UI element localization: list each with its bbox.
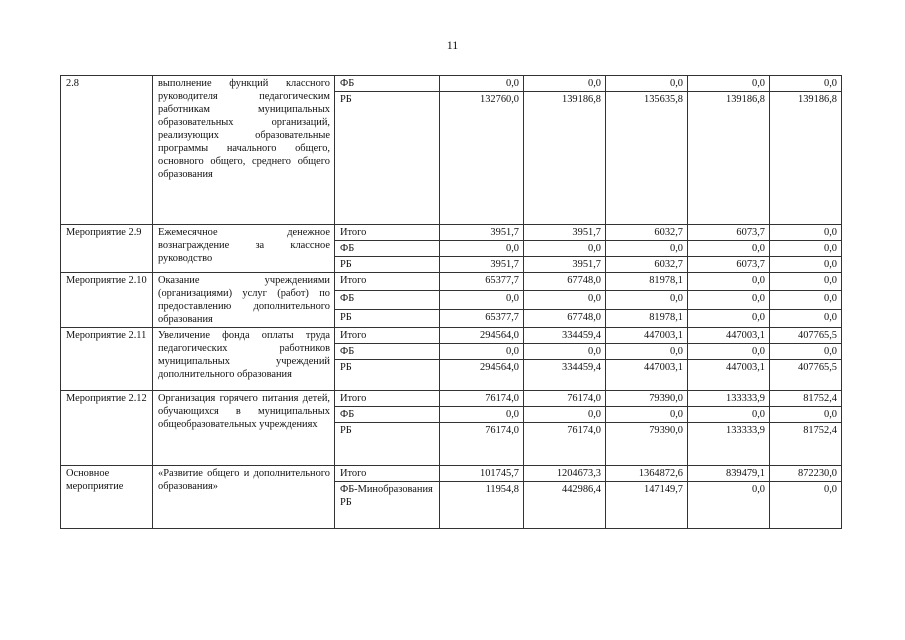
- amount-cell: 76174,0: [524, 423, 606, 466]
- amount-cell: 447003,1: [688, 360, 770, 391]
- amount-cell: 6073,7: [688, 257, 770, 273]
- amount-cell: 65377,7: [440, 273, 524, 291]
- amount-cell: 0,0: [688, 76, 770, 92]
- table-row: [61, 76, 842, 92]
- amount-cell: 81978,1: [606, 273, 688, 291]
- amount-cell: 0,0: [770, 291, 842, 309]
- table-row: [61, 273, 842, 291]
- amount-cell: 0,0: [606, 291, 688, 309]
- amount-cell: 334459,4: [524, 328, 606, 344]
- amount-cell: 3951,7: [440, 225, 524, 241]
- amount-cell: 0,0: [688, 344, 770, 360]
- amount-cell: 133333,9: [688, 391, 770, 407]
- amount-cell: 0,0: [524, 344, 606, 360]
- amount-cell: 0,0: [688, 241, 770, 257]
- activity-code: Мероприятие 2.9: [61, 225, 153, 273]
- amount-cell: 0,0: [524, 291, 606, 309]
- amount-cell: 872230,0: [770, 466, 842, 482]
- amount-cell: 0,0: [770, 482, 842, 529]
- funding-source: Итого: [335, 273, 440, 291]
- amount-cell: 839479,1: [688, 466, 770, 482]
- activity-description: Увеличение фонда оплаты труда педагогических работников муниципальных учреждений дополнительного образования: [153, 328, 335, 391]
- funding-source: ФБ-Минобразования РБ: [335, 482, 440, 529]
- amount-cell: 0,0: [770, 273, 842, 291]
- activity-code: Мероприятие 2.10: [61, 273, 153, 328]
- amount-cell: 0,0: [688, 407, 770, 423]
- amount-cell: 135635,8: [606, 92, 688, 225]
- amount-cell: 76174,0: [440, 391, 524, 407]
- amount-cell: 0,0: [440, 407, 524, 423]
- amount-cell: 65377,7: [440, 309, 524, 327]
- amount-cell: 334459,4: [524, 360, 606, 391]
- amount-cell: 6032,7: [606, 257, 688, 273]
- page-number: 11: [446, 38, 459, 52]
- table-row: [61, 225, 842, 241]
- funding-source: ФБ: [335, 241, 440, 257]
- amount-cell: 0,0: [524, 407, 606, 423]
- activity-code: Основное мероприятие: [61, 466, 153, 529]
- activity-code: Мероприятие 2.12: [61, 391, 153, 466]
- amount-cell: 0,0: [606, 241, 688, 257]
- amount-cell: 81752,4: [770, 423, 842, 466]
- activity-description: Оказание учреждениями (организациями) услуг (работ) по предоставлению дополнительного образования: [153, 273, 335, 328]
- amount-cell: 76174,0: [440, 423, 524, 466]
- funding-source: РБ: [335, 360, 440, 391]
- activity-code: Мероприятие 2.11: [61, 328, 153, 391]
- amount-cell: 3951,7: [440, 257, 524, 273]
- amount-cell: 79390,0: [606, 391, 688, 407]
- budget-table: [60, 75, 842, 529]
- amount-cell: 0,0: [688, 273, 770, 291]
- amount-cell: 0,0: [770, 407, 842, 423]
- funding-source: РБ: [335, 309, 440, 327]
- amount-cell: 101745,7: [440, 466, 524, 482]
- table-row: [61, 466, 842, 482]
- amount-cell: 132760,0: [440, 92, 524, 225]
- amount-cell: 76174,0: [524, 391, 606, 407]
- activity-description: Организация горячего питания детей, обучающихся в муниципальных общеобразовательных учреждениях: [153, 391, 335, 466]
- amount-cell: 139186,8: [770, 92, 842, 225]
- amount-cell: 442986,4: [524, 482, 606, 529]
- amount-cell: 294564,0: [440, 360, 524, 391]
- table-row: [61, 391, 842, 407]
- amount-cell: 0,0: [440, 291, 524, 309]
- amount-cell: 1364872,6: [606, 466, 688, 482]
- funding-source: Итого: [335, 225, 440, 241]
- amount-cell: 0,0: [770, 309, 842, 327]
- amount-cell: 139186,8: [688, 92, 770, 225]
- amount-cell: 0,0: [770, 344, 842, 360]
- table-row: [61, 328, 842, 344]
- activity-code: 2.8: [61, 76, 153, 225]
- amount-cell: 0,0: [770, 225, 842, 241]
- amount-cell: 0,0: [606, 407, 688, 423]
- amount-cell: 0,0: [688, 291, 770, 309]
- funding-source: ФБ: [335, 344, 440, 360]
- amount-cell: 67748,0: [524, 273, 606, 291]
- amount-cell: 447003,1: [606, 360, 688, 391]
- funding-source: Итого: [335, 391, 440, 407]
- amount-cell: 0,0: [688, 482, 770, 529]
- amount-cell: 294564,0: [440, 328, 524, 344]
- amount-cell: 0,0: [524, 241, 606, 257]
- funding-source: РБ: [335, 92, 440, 225]
- amount-cell: 0,0: [440, 241, 524, 257]
- amount-cell: 139186,8: [524, 92, 606, 225]
- amount-cell: 407765,5: [770, 328, 842, 344]
- amount-cell: 407765,5: [770, 360, 842, 391]
- amount-cell: 81752,4: [770, 391, 842, 407]
- amount-cell: 67748,0: [524, 309, 606, 327]
- amount-cell: 6073,7: [688, 225, 770, 241]
- activity-description: «Развитие общего и дополнительного образования»: [153, 466, 335, 529]
- amount-cell: 79390,0: [606, 423, 688, 466]
- amount-cell: 81978,1: [606, 309, 688, 327]
- funding-source: Итого: [335, 466, 440, 482]
- amount-cell: 6032,7: [606, 225, 688, 241]
- amount-cell: 0,0: [524, 76, 606, 92]
- amount-cell: 147149,7: [606, 482, 688, 529]
- activity-description: Ежемесячное денежное вознаграждение за классное руководство: [153, 225, 335, 273]
- amount-cell: 447003,1: [606, 328, 688, 344]
- amount-cell: 0,0: [770, 257, 842, 273]
- amount-cell: 0,0: [770, 76, 842, 92]
- amount-cell: 0,0: [440, 76, 524, 92]
- amount-cell: 0,0: [688, 309, 770, 327]
- amount-cell: 3951,7: [524, 225, 606, 241]
- amount-cell: 133333,9: [688, 423, 770, 466]
- amount-cell: 0,0: [770, 241, 842, 257]
- funding-source: ФБ: [335, 76, 440, 92]
- amount-cell: 0,0: [606, 344, 688, 360]
- amount-cell: 3951,7: [524, 257, 606, 273]
- amount-cell: 11954,8: [440, 482, 524, 529]
- funding-source: Итого: [335, 328, 440, 344]
- funding-source: РБ: [335, 423, 440, 466]
- amount-cell: 1204673,3: [524, 466, 606, 482]
- amount-cell: 0,0: [440, 344, 524, 360]
- funding-source: РБ: [335, 257, 440, 273]
- funding-source: ФБ: [335, 407, 440, 423]
- activity-description: выполнение функций классного руководителя педагогическим работникам муниципальных образовательных организаций, реализующих образовательные программы начального общего, основного общего, среднего общего образования: [153, 76, 335, 225]
- amount-cell: 0,0: [606, 76, 688, 92]
- funding-source: ФБ: [335, 291, 440, 309]
- amount-cell: 447003,1: [688, 328, 770, 344]
